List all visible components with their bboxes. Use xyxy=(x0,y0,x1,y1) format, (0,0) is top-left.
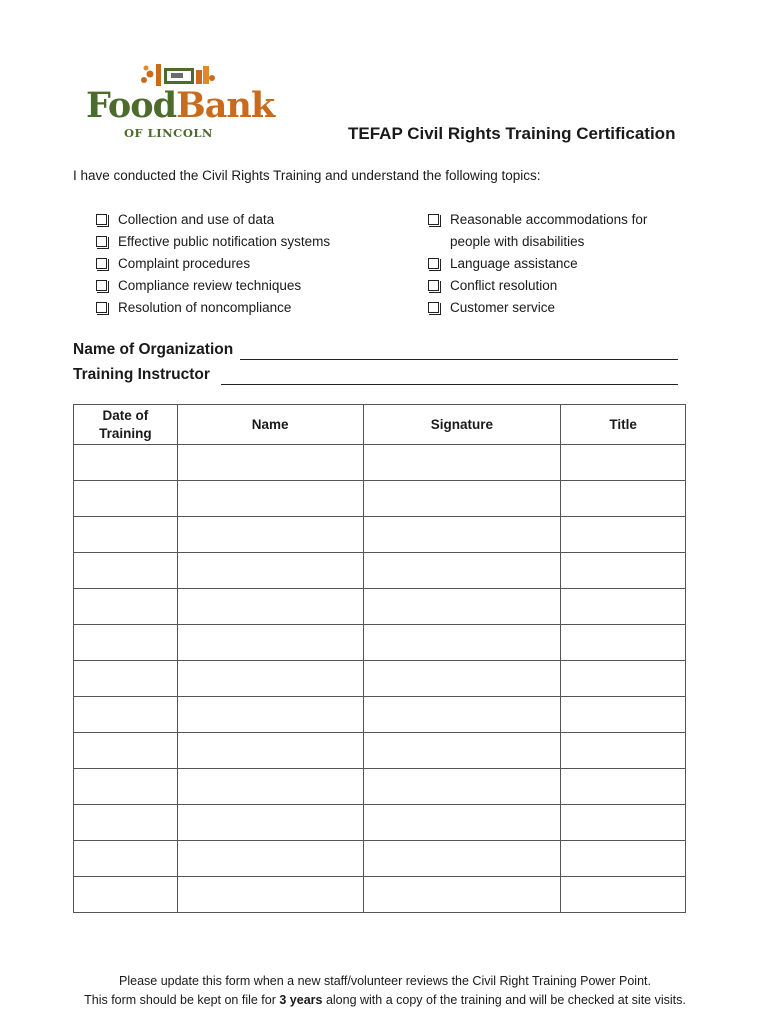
title-cell[interactable] xyxy=(561,769,686,805)
name-cell[interactable] xyxy=(177,517,363,553)
title-cell[interactable] xyxy=(561,481,686,517)
column-header-name: Name xyxy=(177,405,363,445)
table-row xyxy=(74,697,686,733)
name-cell[interactable] xyxy=(177,553,363,589)
date-cell[interactable] xyxy=(74,697,178,733)
table-row xyxy=(74,589,686,625)
date-cell[interactable] xyxy=(74,877,178,913)
checkbox-icon[interactable] xyxy=(428,302,439,313)
signature-cell[interactable] xyxy=(363,733,561,769)
table-row xyxy=(74,805,686,841)
title-cell[interactable] xyxy=(561,661,686,697)
name-cell[interactable] xyxy=(177,841,363,877)
table-row xyxy=(74,625,686,661)
name-cell[interactable] xyxy=(177,481,363,517)
page-title: TEFAP Civil Rights Training Certification xyxy=(348,124,676,143)
table-row xyxy=(74,661,686,697)
title-cell[interactable] xyxy=(561,445,686,481)
date-cell[interactable] xyxy=(74,625,178,661)
title-cell[interactable] xyxy=(561,589,686,625)
title-cell[interactable] xyxy=(561,877,686,913)
name-cell[interactable] xyxy=(177,589,363,625)
signature-cell[interactable] xyxy=(363,805,561,841)
date-cell[interactable] xyxy=(74,481,178,517)
date-cell[interactable] xyxy=(74,445,178,481)
topic-item: Language assistance xyxy=(428,253,647,275)
signature-cell[interactable] xyxy=(363,661,561,697)
checkbox-icon[interactable] xyxy=(96,302,107,313)
topic-item: Collection and use of data xyxy=(96,209,330,231)
name-cell[interactable] xyxy=(177,697,363,733)
signature-cell[interactable] xyxy=(363,877,561,913)
signature-cell[interactable] xyxy=(363,625,561,661)
organization-input-line[interactable] xyxy=(240,359,678,360)
name-cell[interactable] xyxy=(177,625,363,661)
signature-cell[interactable] xyxy=(363,445,561,481)
intro-text: I have conducted the Civil Rights Training and understand the following topics: xyxy=(73,168,541,183)
date-cell[interactable] xyxy=(74,661,178,697)
date-cell[interactable] xyxy=(74,517,178,553)
checkbox-icon[interactable] xyxy=(428,280,439,291)
organization-label: Name of Organization xyxy=(73,341,234,358)
date-cell[interactable] xyxy=(74,841,178,877)
name-cell[interactable] xyxy=(177,661,363,697)
table-body xyxy=(74,445,686,913)
date-cell[interactable] xyxy=(74,769,178,805)
topic-item: Customer service xyxy=(428,297,647,319)
date-cell[interactable] xyxy=(74,733,178,769)
table-row xyxy=(74,733,686,769)
table-header-row xyxy=(74,405,686,445)
name-cell[interactable] xyxy=(177,805,363,841)
column-header-date: Date of Training xyxy=(74,405,178,445)
topic-item: Effective public notification systems xyxy=(96,231,330,253)
topic-item: Conflict resolution xyxy=(428,275,647,297)
signature-cell[interactable] xyxy=(363,589,561,625)
checkbox-icon[interactable] xyxy=(96,280,107,291)
name-cell[interactable] xyxy=(177,445,363,481)
instructor-input-line[interactable] xyxy=(221,384,678,385)
signature-cell[interactable] xyxy=(363,769,561,805)
topic-item: Reasonable accommodations for xyxy=(428,209,647,231)
checkbox-icon[interactable] xyxy=(96,214,107,225)
checkbox-icon[interactable] xyxy=(428,214,439,225)
signature-cell[interactable] xyxy=(363,697,561,733)
column-header-signature: Signature xyxy=(363,405,561,445)
column-header-title: Title xyxy=(561,405,686,445)
signature-cell[interactable] xyxy=(363,481,561,517)
topic-item: Resolution of noncompliance xyxy=(96,297,330,319)
title-cell[interactable] xyxy=(561,697,686,733)
title-cell[interactable] xyxy=(561,733,686,769)
title-cell[interactable] xyxy=(561,805,686,841)
name-cell[interactable] xyxy=(177,877,363,913)
logo-subtitle: OF LINCOLN xyxy=(124,126,213,140)
title-cell[interactable] xyxy=(561,625,686,661)
title-cell[interactable] xyxy=(561,517,686,553)
table-row xyxy=(74,517,686,553)
topic-item-continuation: people with disabilities xyxy=(450,234,585,249)
date-cell[interactable] xyxy=(74,553,178,589)
title-cell[interactable] xyxy=(561,553,686,589)
title-cell[interactable] xyxy=(561,841,686,877)
signature-cell[interactable] xyxy=(363,517,561,553)
checkbox-icon[interactable] xyxy=(96,236,107,247)
date-cell[interactable] xyxy=(74,589,178,625)
footer-note: Please update this form when a new staff/volunteer reviews the Civil Right Training Power Point. This form should be kept on file for 3 years along with a copy of the training and will be checked at site visits. xyxy=(84,974,686,1007)
table-row xyxy=(74,841,686,877)
name-cell[interactable] xyxy=(177,769,363,805)
food-bank-logo xyxy=(86,60,275,142)
table-row xyxy=(74,481,686,517)
date-cell[interactable] xyxy=(74,805,178,841)
logo-wordmark: FoodBank xyxy=(86,85,275,126)
topic-item: Compliance review techniques xyxy=(96,275,330,297)
table-row xyxy=(74,553,686,589)
table-row xyxy=(74,445,686,481)
training-roster-table xyxy=(73,404,686,913)
checkbox-icon[interactable] xyxy=(96,258,107,269)
table-row xyxy=(74,769,686,805)
signature-cell[interactable] xyxy=(363,841,561,877)
instructor-label: Training Instructor xyxy=(73,366,210,383)
topic-item: Complaint procedures xyxy=(96,253,330,275)
checkbox-icon[interactable] xyxy=(428,258,439,269)
topics-left-list xyxy=(96,209,330,319)
signature-cell[interactable] xyxy=(363,553,561,589)
topics-right-list xyxy=(428,209,647,319)
name-cell[interactable] xyxy=(177,733,363,769)
table-row xyxy=(74,877,686,913)
